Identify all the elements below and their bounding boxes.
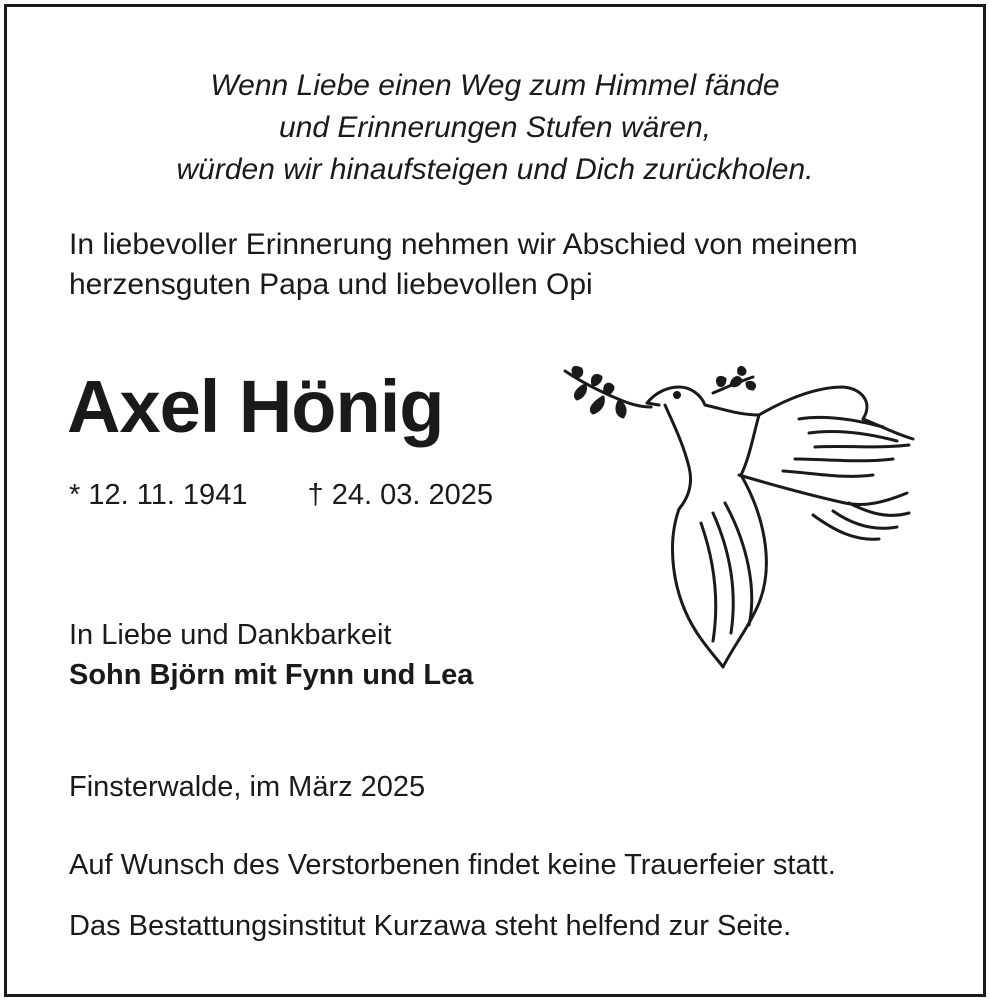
intro-line-1: In liebevoller Erinnerung nehmen wir Abschied von meinem (69, 228, 858, 261)
signers: Sohn Björn mit Fynn und Lea (69, 659, 474, 691)
birth-date: * 12. 11. 1941 (69, 479, 248, 511)
intro-text (69, 225, 858, 305)
closing-phrase: In Liebe und Dankbarkeit (69, 619, 392, 651)
poem-line-2: und Erinnerungen Stufen wären, (279, 111, 711, 144)
poem-line-3: würden wir hinaufsteigen und Dich zurückholen. (176, 153, 814, 186)
poem-line-1: Wenn Liebe einen Weg zum Himmel fände (210, 69, 780, 102)
funeral-note: Auf Wunsch des Verstorbenen findet keine Trauerfeier statt. (69, 849, 836, 881)
poem (7, 65, 983, 191)
dove-with-olive-branch-icon (563, 363, 923, 673)
place-and-date: Finsterwalde, im März 2025 (69, 771, 426, 803)
obituary-card (4, 4, 986, 997)
deceased-name: Axel Hönig (67, 365, 444, 448)
death-date: † 24. 03. 2025 (307, 479, 493, 511)
undertaker-note: Das Bestattungsinstitut Kurzawa steht helfend zur Seite. (69, 910, 792, 942)
intro-line-2: herzensguten Papa und liebevollen Opi (69, 268, 593, 301)
life-dates (69, 475, 493, 515)
family-signature (69, 615, 473, 695)
